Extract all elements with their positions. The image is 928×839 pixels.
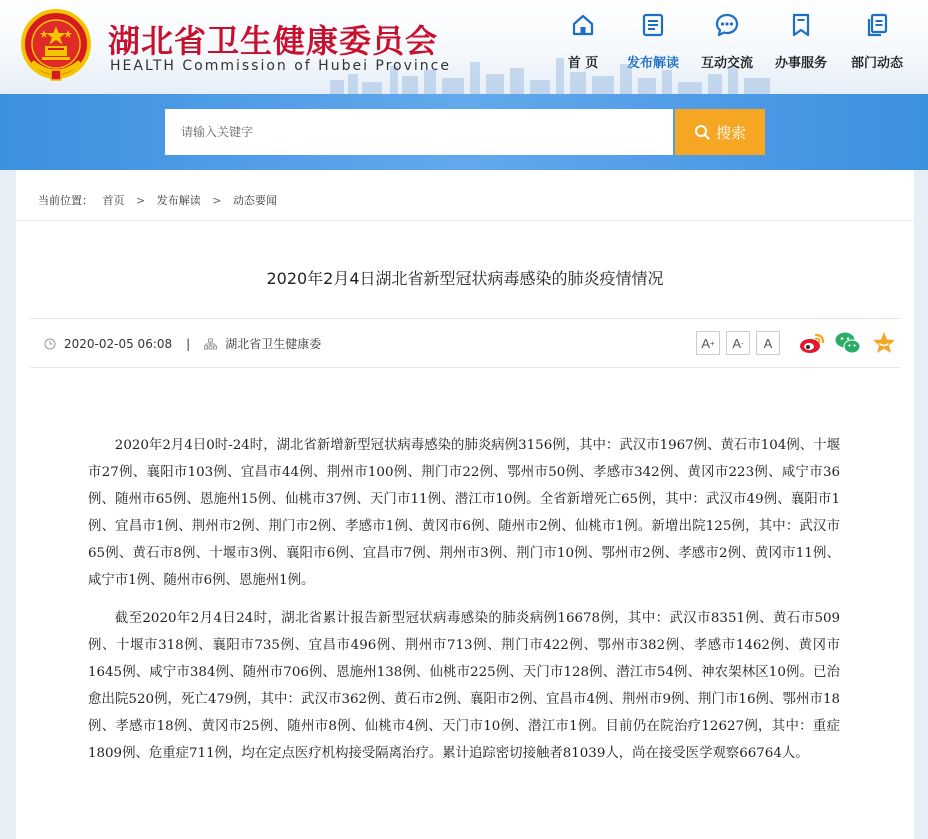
font-size-reset-button[interactable]: A — [756, 331, 780, 355]
nav-item-label: 办事服务 — [774, 56, 827, 71]
nav-item-label: 互动交流 — [700, 56, 753, 71]
breadcrumb-prefix: 当前位置： — [38, 194, 93, 207]
breadcrumb-separator: > — [212, 194, 222, 207]
main-navigation — [548, 12, 918, 72]
bookmark-icon — [788, 12, 814, 38]
site-header — [0, 0, 928, 94]
search-icon — [694, 124, 710, 140]
site-title-chinese: 湖北省卫生健康委员会 — [108, 22, 439, 60]
search-button[interactable] — [675, 109, 765, 155]
search-input[interactable] — [165, 109, 673, 155]
nav-item-label: 发布解读 — [626, 56, 679, 71]
breadcrumb-item-home[interactable]: 首页 — [102, 194, 125, 207]
weibo-share-icon[interactable] — [798, 329, 826, 357]
article-title: 2020年2月4日湖北省新型冠状病毒感染的肺炎疫情情况 — [266, 269, 664, 288]
wechat-share-icon[interactable] — [834, 329, 862, 357]
nav-item-interaction[interactable] — [692, 12, 762, 72]
nav-item-services[interactable] — [766, 12, 836, 72]
nav-item-label: 部门动态 — [850, 56, 903, 71]
divider — [16, 220, 914, 221]
search-button-label: 搜索 — [715, 123, 746, 142]
favorite-star-icon[interactable] — [870, 329, 898, 357]
article-date: 2020-02-05 06:08 — [64, 336, 173, 351]
article-card — [16, 170, 914, 839]
meta-separator: | — [186, 336, 191, 351]
nav-item-releases[interactable] — [618, 12, 688, 72]
nav-item-label: 首 页 — [567, 56, 599, 71]
breadcrumb-separator: > — [136, 194, 146, 207]
pages-icon — [864, 12, 890, 38]
breadcrumb-item-releases[interactable]: 发布解读 — [156, 194, 201, 207]
document-icon — [640, 12, 666, 38]
site-title-english: HEALTH Commission of Hubei Province — [110, 58, 451, 74]
font-size-decrease-button[interactable]: A - — [726, 331, 750, 355]
font-size-increase-button[interactable]: A + — [696, 331, 720, 355]
national-emblem-logo — [18, 6, 94, 84]
nav-item-departments[interactable] — [842, 12, 912, 72]
organization-icon — [204, 338, 217, 350]
search-bar — [0, 94, 928, 170]
article-paragraph: 2020年2月4日0时-24时，湖北省新增新型冠状病毒感染的肺炎病例3156例，其中：武汉市1967例、黄石市104例、十堰市27例、襄阳市103例、宜昌市44例、荆州市100例、荆门市22例、鄂州市50例、孝感市342例、黄冈市223例、咸宁市36例、随州市65例、恩施州15例、仙桃市37例、天门市11例、潜江市10例。全省新增死亡65例，其中：武汉市49例、襄阳市1例、宜昌市1例、荆州市2例、荆门市2例、孝感市1例、黄冈市6例、随州市2例、仙桃市1例。新增出院125例，其中：武汉市65例、黄石市8例、十堰市3例、襄阳市6例、宜昌市7例、荆州市3例、荆门市10例、鄂州市2例、孝感市2例、黄冈市11例、咸宁市1例、随州市6例、恩施州1例。 — [88, 438, 840, 588]
article-meta-bar — [30, 318, 900, 368]
article-paragraph: 截至2020年2月4日24时，湖北省累计报告新型冠状病毒感染的肺炎病例16678例，其中：武汉市8351例、黄石市509例、十堰市318例、襄阳市735例、宜昌市496例、荆州市713例、荆门市422例、鄂州市382例、孝感市1462例、黄冈市1645例、咸宁市384例、随州市706例、恩施州138例、仙桃市225例、天门市128例、潜江市54例、神农架林区10例。已治愈出院520例，死亡479例，其中：武汉市362例、黄石市2例、襄阳市2例、宜昌市4例、荆州市9例、荆门市16例、鄂州市18例、孝感市18例、黄冈市25例、随州市8例、仙桃市4例、天门市10例、潜江市1例。目前仍在院治疗12627例，其中：重症1809例、危重症711例，均在定点医疗机构接受隔离治疗。累计追踪密切接触者81039人，尚在接受医学观察66764人。 — [88, 611, 840, 761]
article-source: 湖北省卫生健康委 — [225, 337, 322, 351]
article-body — [88, 432, 840, 778]
home-icon — [570, 12, 596, 38]
breadcrumb — [38, 192, 277, 208]
chat-icon — [714, 12, 740, 38]
clock-icon — [44, 338, 56, 350]
breadcrumb-item-news[interactable]: 动态要闻 — [232, 194, 277, 207]
nav-item-home[interactable] — [548, 12, 618, 72]
